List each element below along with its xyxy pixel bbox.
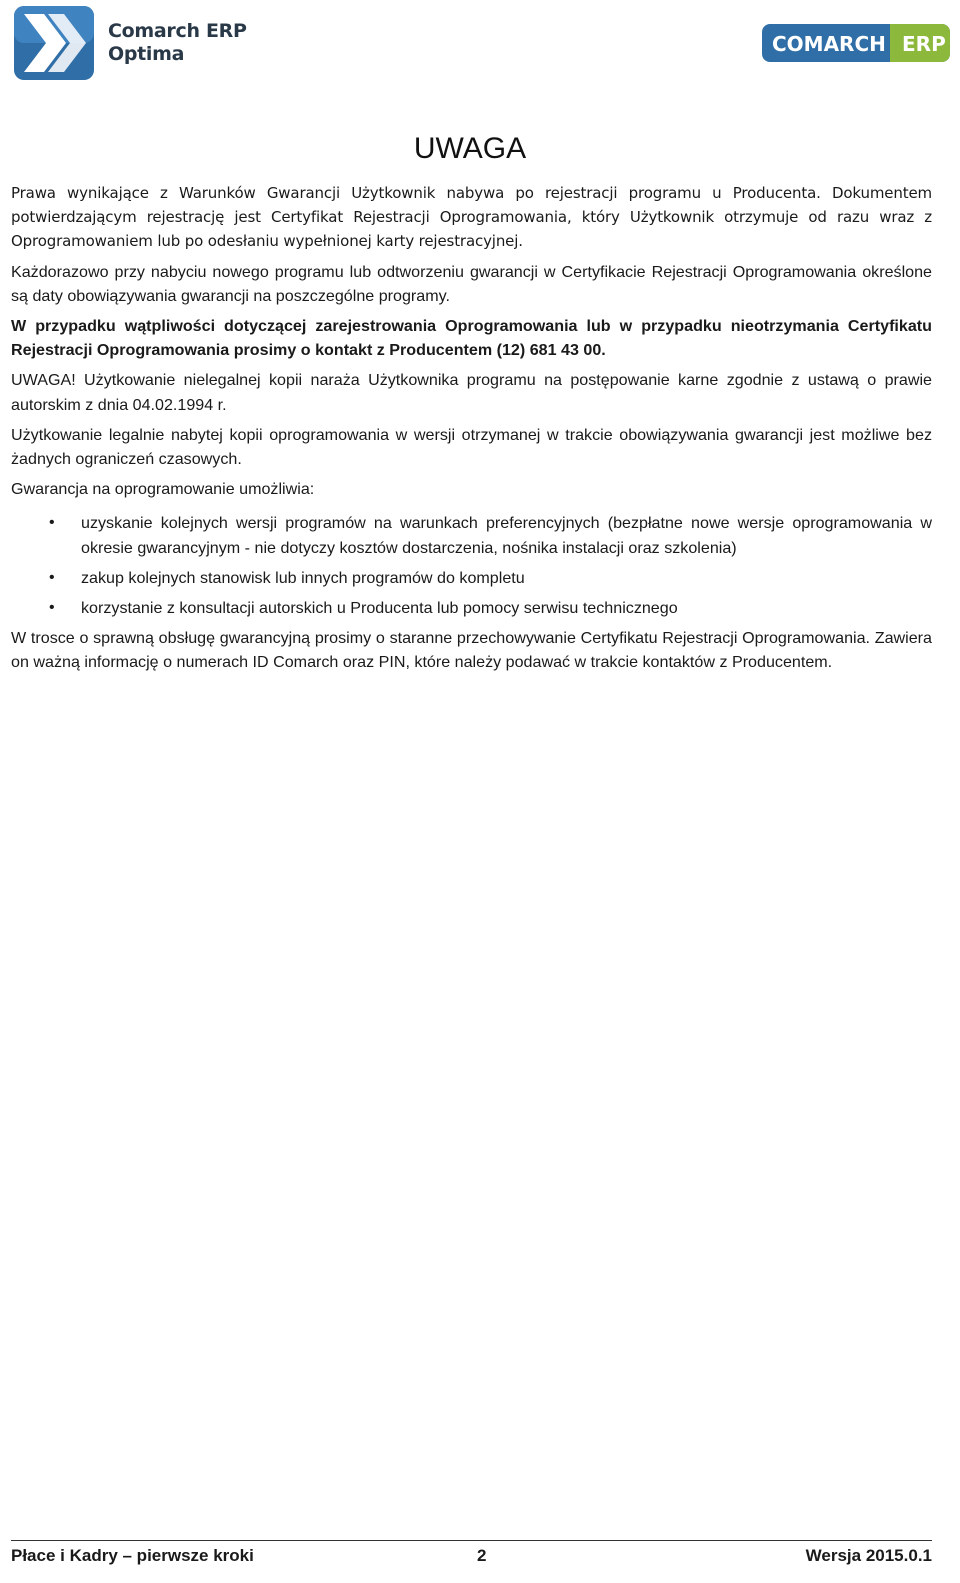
paragraph-warranty-rights: Prawa wynikające z Warunków Gwarancji Użytkownik nabywa po rejestracji programu u Producenta. Dokumentem potwierdzającym rejestrację jest Certyfikat Rejestracji Oprogramowania, który Użytkownik otrzymuje od razu wraz z Oprogramowaniem lub po odesłaniu wypełnionej karty rejestracyjnej.	[11, 184, 932, 251]
page-title: UWAGA	[413, 132, 527, 166]
paragraph-warranty-dates: Każdorazowo przy nabyciu nowego programu lub odtworzeniu gwarancji w Certyfikacie Rejestracji Oprogramowania określone są daty obowiązywania gwarancji na poszczególne programy.	[11, 262, 932, 305]
paragraph-warranty-enables: Gwarancja na oprogramowanie umożliwia:	[11, 480, 315, 499]
right-logo-text-1: COMARCH	[772, 32, 886, 56]
bullet-icon: •	[49, 514, 55, 532]
footer-version: Wersja 2015.0.1	[805, 1546, 932, 1565]
list-item	[11, 596, 932, 620]
document-body	[11, 181, 932, 681]
comarch-erp-logo-icon	[762, 24, 950, 62]
list-item-text: korzystanie z konsultacji autorskich u Producenta lub pomocy serwisu technicznego	[81, 599, 678, 618]
brand-name	[108, 20, 247, 66]
paragraph-legal-use: Użytkowanie legalnie nabytej kopii oprogramowania w wersji otrzymanej w trakcie obowiązywania gwarancji jest możliwe bez żadnych ograniczeń czasowych.	[11, 425, 932, 469]
list-item	[11, 511, 932, 559]
bullet-icon: •	[49, 599, 55, 617]
brand-line-1: Comarch ERP	[108, 20, 247, 42]
list-item-text: uzyskanie kolejnych wersji programów na warunkach preferencyjnych (bezpłatne nowe wersje oprogramowania w okresie gwarancyjnym - nie dotyczy kosztów dostarczenia, nośnika instalacji oraz szkolenia)	[81, 514, 932, 557]
paragraph-certificate-storage: W trosce o sprawną obsługę gwarancyjną prosimy o staranne przechowywanie Certyfikatu Rejestracji Oprogramowania. Zawiera on ważną informację o numerach ID Comarch oraz PIN, które należy podawać w trakcie kontaktów z Producentem.	[11, 629, 932, 672]
paragraph-contact: W przypadku wątpliwości dotyczącej zarejestrowania Oprogramowania lub w przypadku nieotrzymania Certyfikatu Rejestracji Oprogramowania prosimy o kontakt z Producentem (12) 681 43 00.	[11, 317, 932, 360]
footer-document-title: Płace i Kadry – pierwsze kroki	[11, 1546, 254, 1565]
paragraph-illegal-copy: UWAGA! Użytkowanie nielegalnej kopii naraża Użytkownika programu na postępowanie karne zgodnie z ustawą o prawie autorskim z dnia 04.02.1994 r.	[11, 371, 932, 414]
comarch-erp-optima-logo-icon	[14, 6, 94, 80]
warranty-benefits-list	[11, 511, 932, 620]
footer-page-number: 2	[477, 1546, 487, 1565]
list-item-text: zakup kolejnych stanowisk lub innych programów do kompletu	[81, 568, 525, 587]
page-header	[0, 0, 960, 90]
right-logo-text-2: ERP	[902, 32, 946, 56]
list-item	[11, 566, 932, 590]
bullet-icon: •	[49, 568, 55, 586]
brand-line-2: Optima	[108, 43, 185, 65]
footer-divider	[11, 1540, 932, 1541]
